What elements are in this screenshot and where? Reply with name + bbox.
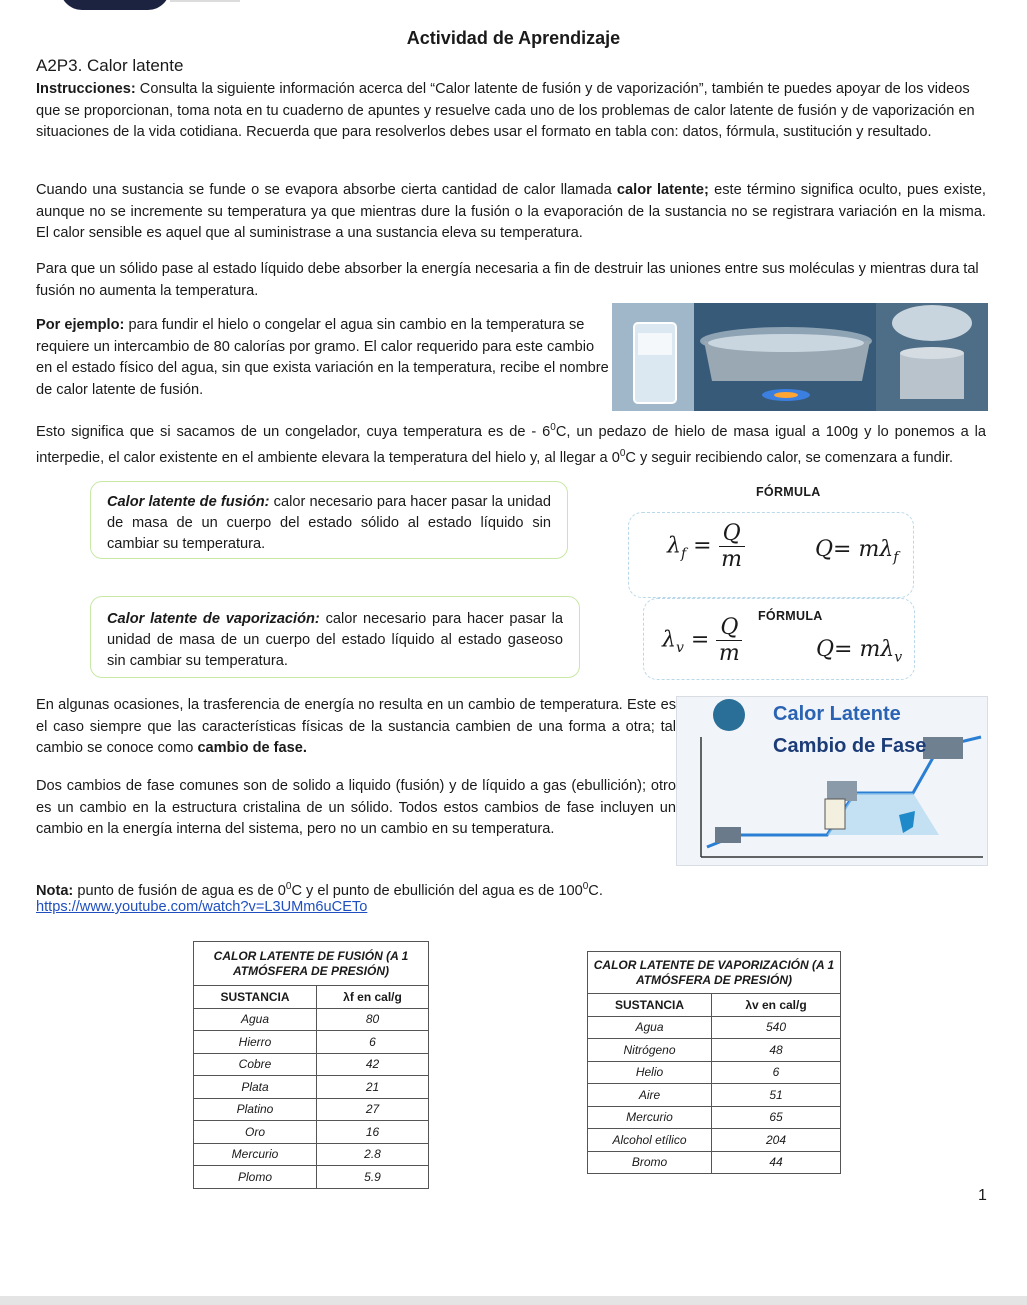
header-logo-fragment [60,0,170,10]
phase-change-video-thumbnail [676,696,988,866]
page-bottom-border [0,1296,1027,1305]
para3-text-b: C, un pedazo de hielo de masa igual a 100g y lo ponemos a la interpedie, el calor existente en el ambiente elevara la temperatura del hielo y, al llegar a 0 [36,423,987,467]
lambda-symbol: λ [667,533,681,559]
fusion-table-value-cell: 21 [317,1076,429,1099]
vaporization-definition-label: Calor latente de vaporización: [107,611,320,627]
vapor-table-row [588,1151,841,1174]
vapor-col-value: λv en cal/g [712,994,841,1017]
formula-label-fusion: FÓRMULA [756,485,821,499]
vaporization-fraction [716,615,742,666]
fusion-heat-table [193,941,429,1189]
formula-label-vaporization: FÓRMULA [758,609,823,623]
solid-to-liquid-paragraph: Para que un sólido pase al estado líquido debe absorber la energía necesaria a fin de destruir las uniones entre sus moléculas y mientras dura tal fusión no aumenta la temperatura. [36,261,979,299]
fusion-table-row [194,1143,429,1166]
vapor-table-substance-cell: Helio [588,1061,712,1084]
fusion-table-substance-cell: Oro [194,1121,317,1144]
freezer-example-paragraph [36,417,986,470]
instructions-paragraph [36,79,986,144]
youtube-video-link[interactable]: https://www.youtube.com/watch?v=L3UMm6uCETo [36,899,368,915]
fusion-table-value-cell: 42 [317,1053,429,1076]
vaporization-definition-box [90,596,580,678]
lambda-subscript: v [675,639,684,656]
vapor-table-row [588,1084,841,1107]
para1-text-a: Cuando una sustancia se funde o se evapora absorbe cierta cantidad de calor llamada [36,182,617,198]
para1-text-b: este término significa oculto, pues existe, aunque no se incremente su temperatura ya que mientras dure la fusión o la evaporación de la sustancia no se registrara variación en la misma. El calor sensible es aquel que al suministrase a una sustancia eleva su temperatura. [36,182,986,241]
fusion-table-row [194,1008,429,1031]
example-paragraph [36,315,610,401]
fusion-table-row [194,1053,429,1076]
vaporization-table-title: CALOR LATENTE DE VAPORIZACIÓN (A 1 ATMÓSFERA DE PRESIÓN) [588,952,841,994]
para4-text: En algunas ocasiones, la trasferencia de energía no resulta en un cambio de temperatura. Este es el caso siempre que las características físicas de la sustancia cambien de una forma a otra; tal cambio se conoce como [36,697,676,756]
lambda-subscript: f [680,545,687,562]
fusion-table-value-cell: 80 [317,1008,429,1031]
vapor-table-substance-cell: Alcohol etílico [588,1129,712,1152]
note-text-a: punto de fusión de agua es de 0 [73,882,286,899]
note-sup-2: 0 [582,881,589,892]
fusion-table-substance-cell: Mercurio [194,1143,317,1166]
fraction-denominator: m [721,547,743,572]
q-expression: Q= mλ [816,637,895,662]
vapor-table-value-cell: 204 [712,1129,841,1152]
q-subscript: f [893,549,899,566]
fusion-table-substance-cell: Agua [194,1008,317,1031]
fusion-table-body [194,1008,429,1188]
vaporization-formula-q [816,637,902,665]
boiling-pot-image [612,303,988,411]
vaporization-formula-box [643,598,915,680]
vapor-table-row [588,1106,841,1129]
fusion-formula-box [628,512,914,598]
para3-text-c: C y seguir recibiendo calor, se comenzara a fundir. [625,450,954,467]
fusion-table-row [194,1031,429,1054]
phase-change-paragraph [36,695,676,760]
vaporization-formula-lambda: $\lambda_v$ = $\frac{Q}{m}$ [662,615,742,666]
vapor-table-value-cell: 44 [712,1151,841,1174]
phase-change-examples-paragraph: Dos cambios de fase comunes son de solido a liquido (fusión) y de líquido a gas (ebullición); otro es un cambio en la estructura cristalina de un sólido. Todos estos cambios de fase incluyen un cambio en la energía interna del sistema, pero no un cambio en su temperatura. [36,778,676,837]
vaporization-definition [107,609,563,672]
note-label: Nota: [36,882,74,899]
fusion-definition-box [90,481,568,559]
fusion-table-value-cell: 2.8 [317,1143,429,1166]
fusion-table-substance-cell: Platino [194,1098,317,1121]
vapor-table-value-cell: 6 [712,1061,841,1084]
fusion-table-title: CALOR LATENTE DE FUSIÓN (A 1 ATMÓSFERA DE PRESIÓN) [194,942,429,986]
q-subscript: v [894,649,903,666]
para3-sup-2: 0 [619,448,626,460]
vapor-table-row [588,1061,841,1084]
fusion-col-substance: SUSTANCIA [194,986,317,1009]
fusion-definition-text: calor necesario para hacer pasar la unidad de masa de un cuerpo del estado sólido al estado líquido sin cambiar su temperatura. [107,494,551,552]
para1-bold: calor latente; [616,182,709,198]
boiling-water-photos [612,303,988,411]
vapor-table-substance-cell: Mercurio [588,1106,712,1129]
q-expression: Q= mλ [815,537,894,562]
vapor-table-row [588,1129,841,1152]
vapor-table-substance-cell: Bromo [588,1151,712,1174]
para3-text-a: Esto significa que si sacamos de un congelador, cuya temperatura es de - 6 [36,423,551,440]
fusion-fraction [719,521,745,572]
vaporization-heat-table [587,951,841,1174]
fusion-col-value: λf en cal/g [317,986,429,1009]
vapor-table-substance-cell: Agua [588,1016,712,1039]
thumbnail-title-line2: Cambio de Fase [773,735,927,757]
note-text-c: C. [588,882,603,899]
page-number: 1 [978,1187,987,1204]
para3-sup-1: 0 [550,422,556,433]
vapor-table-row [588,1039,841,1062]
fusion-definition [107,492,551,555]
vapor-table-substance-cell: Aire [588,1084,712,1107]
example-label: Por ejemplo: [36,317,125,333]
fusion-table-row [194,1098,429,1121]
note-sup-1: 0 [285,881,292,892]
fusion-table-substance-cell: Plata [194,1076,317,1099]
instructions-text: Consulta la siguiente información acerca del “Calor latente de fusión y de vaporización”, también te puedes apoyar de los videos que se proporcionan, toma nota en tu cuaderno de apuntes y resuelve cada uno de los problemas de calor latente de fusión y de vaporización en situaciones de la vida cotidiana. Recuerda que para resolverlos debes usar el formato en tabla con: datos, fórmula, sustitución y resultado. [36,81,975,140]
lambda-symbol: λ [662,627,676,653]
vapor-col-substance: SUSTANCIA [588,994,712,1017]
vapor-table-value-cell: 540 [712,1016,841,1039]
vapor-table-value-cell: 65 [712,1106,841,1129]
thumbnail-title-line1: Calor Latente [773,703,901,725]
fusion-formula-lambda: $\lambda_f$ = $\frac{Q}{m}$ [667,521,745,572]
fraction-numerator: Q [716,615,742,641]
fusion-table-row [194,1076,429,1099]
fusion-table-value-cell: 5.9 [317,1166,429,1189]
vapor-table-row [588,1016,841,1039]
fusion-table-row [194,1121,429,1144]
fusion-table-value-cell: 27 [317,1098,429,1121]
para4-bold: cambio de fase. [197,740,307,756]
fraction-denominator: m [718,641,740,666]
fraction-numerator: Q [719,521,745,547]
fusion-formula-q [815,537,898,565]
page-title: Actividad de Aprendizaje [406,28,621,48]
fusion-table-value-cell: 6 [317,1031,429,1054]
fusion-table-row [194,1166,429,1189]
note-text-b: C y el punto de ebullición del agua es de 100 [291,882,583,899]
vapor-table-substance-cell: Nitrógeno [588,1039,712,1062]
example-text: para fundir el hielo o congelar el agua sin cambio en la temperatura se requiere un intercambio de 80 calorías por gramo. El calor requerido para este cambio en el estado físico del agua, sin que exista variación en la temperatura, recibe el nombre de calor latente de fusión. [36,317,609,398]
vaporization-table-body [588,1016,841,1174]
vapor-table-value-cell: 48 [712,1039,841,1062]
activity-subtitle: A2P3. Calor latente [36,56,184,75]
fusion-table-value-cell: 16 [317,1121,429,1144]
fusion-definition-label: Calor latente de fusión: [107,494,270,510]
fusion-table-substance-cell: Cobre [194,1053,317,1076]
vaporization-definition-text: calor necesario para hacer pasar la unidad de masa de un cuerpo del estado líquido al estado gaseoso sin cambiar su temperatura. [107,611,563,669]
instructions-label: Instrucciones: [36,81,136,97]
latent-heat-paragraph [36,180,986,245]
header-divider [170,0,240,2]
fusion-table-substance-cell: Plomo [194,1166,317,1189]
fusion-table-substance-cell: Hierro [194,1031,317,1054]
vapor-table-value-cell: 51 [712,1084,841,1107]
